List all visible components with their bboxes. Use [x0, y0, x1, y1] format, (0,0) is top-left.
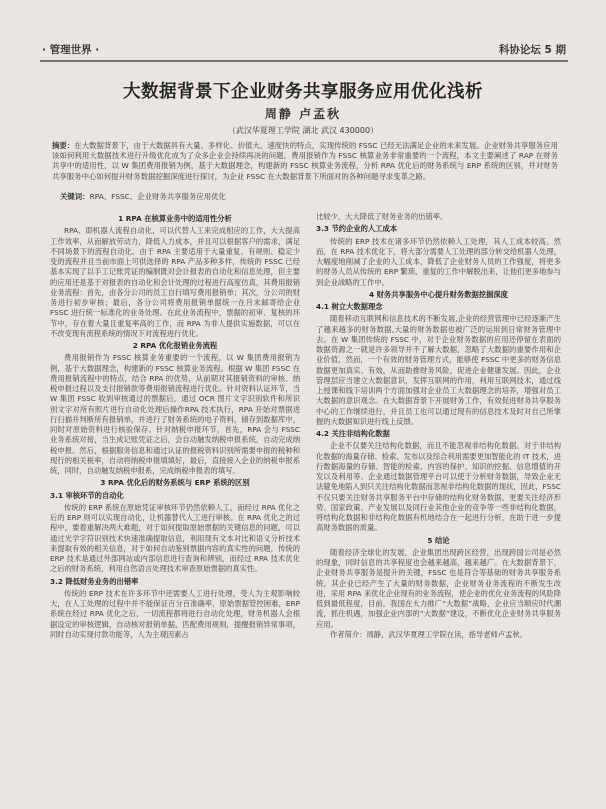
article-title: 大数据背景下企业财务共享服务应用优化浅析	[123, 82, 483, 102]
section-heading: 1 RPA 在核算业务中的适用性分析	[118, 214, 232, 223]
keywords	[60, 192, 558, 202]
paragraph: RPA、即机器人流程自动化，可以代替人工来完成相应的工作，大大提高工作效率，从而解放劳动力，降低人力成本，并且可以根据客户的需求，满足不同场景下的流程自动化。由于 RPA 主要适用于大量重复、有规则、稳定少变的流程并且当前市面上可供选择的 RPA 产品多种多样，传统的 FSSC 已经基本实现了以手工记账凭证的编制既对会计报表的自动化和信息处理，但主要的应用还是基于对报表的自动化和会计处理的过程进行高度仿真，其费用报销业务流程：首先，由各分公司的员工自行填写费用报销单；其次，分公司的财务进行初步审核；最后，各分公司将费用报销单据统一在月末邮寄给企业 FSSC 进行统一标准化的业务处理。在此业务流程中，票据的初审、复核的环节中，存在着大量且重复率高的工作，而 RPA 为非人提供实施数据，可以在不改变现有流程系统的情况下对流程进行优化。	[50, 226, 300, 338]
section-heading: 5 结论	[427, 535, 450, 545]
abstract-text: 在大数据背景下，由于大数据具有大量、多样化、价值大、速度快的特点，实现传统的 FSSC 已经无法满足企业的未来发展。企业财务共享服务应用该如何利用大数据技术进行升级优化成为了众多企业会持续再决的问题。费用报销作为 FSSC 核算业务非常重要的一个流程，本文主要阐述了 RAP 在财务共享中的适用性，以 W 集团费用报销为例，基于大数据理念，构建新的 FSSC 核算业务流程，分析 RPA 优化后的财务系统与 ERP 系统的区别，并对财务共享服务中心如何提升财务数据挖掘深度进行探讨，为企业 FSSC 在大数据背景下所面对的各种问题寻求变革之路。	[52, 141, 558, 181]
paragraph: 传统的 ERP 系统在原始凭证审核环节仍然依赖人工，而经过 RPA 优化之后的 ERP 则可以实现自动化，让机器替代人工进行审核。在 RPA 优化之的过程中，要着重解决两大难题，对于如何提取原始票据的关键信息的问题，可以通过光学字符识别技术快速准确提取信息，利用现有文本对比和语义分析技术来提取有效的相关信息，对于如何自动鉴别票据内容的真实性的问题，传统的 ERP 技术是通过外部网站或内部信息进行查询和辨别，而经过 RPA 技术优化之后的财务系统，利用自然语言处理技术审查原始票据的真实性。	[50, 502, 300, 574]
section-label: · 管理世界 ·	[42, 43, 100, 56]
subsection-heading: 4.1 树立大数据理念	[316, 302, 383, 311]
author-affiliation: （武汉华夏理工学院 湖北 武汉 430000）	[227, 126, 379, 135]
section-heading: 3 RPA 优化后的财务系统与 ERP 系统的区别	[100, 478, 250, 488]
keywords-text: RPA、FSSC、企业财务共享服务应用优化	[89, 192, 226, 201]
subsection-heading: 3.3 节约企业的人工成本	[316, 224, 398, 234]
abstract	[52, 141, 558, 182]
running-header	[42, 40, 566, 58]
right-column	[316, 212, 561, 772]
abstract-label: 摘要：	[52, 141, 75, 150]
paragraph: 传统的 ERP 技术在许多环节中还需要人工进行处理，受人为主观影响较大，在人工处理的过程中并不能保证百分百准确率，原始票据管控困难，ERP 系统在经过 RPA 优化之后，一切流程都将进行自动化处理，财务机器人会根据设定的审核逻辑，自动核对报销单据，匹配费用规则，提醒报销异常事项，同时自动实现付款功能等，人为主观因素占	[50, 588, 300, 639]
subsection-heading: 3.1 审核环节的自动化	[50, 490, 124, 500]
section-heading: 2 RPA 优化报销业务流程	[132, 341, 218, 350]
paragraph: 随着经济全球化的发展，企业集团出现跨区经营，出现跨国公司是必然的现象，同时信息的共享程度也会越来越高，越来越广。在大数据背景下，企业财务共享服务是提升的关键，FSSC 也是符合等基础的财务共享服务系统，其企业已经产生了大量的财务数据，企业财务业务流程的不断发生改进，采用 RPA 来优化企业现有的业务流程，使企业的优化业务流程的风险降低到最低程度，目前，我国在大力推广“大数据”战略，企业应当顺应时代潮流，抓住机遇，加强企业内部的“大数据”建设，不断优化企业财务共享服务应用。	[316, 547, 561, 629]
subsection-heading: 3.2 降低财务业务的出错率	[50, 576, 139, 586]
author-note: 作者简介：周静，武汉华夏理工学院在读，指导老师卢孟秋。	[330, 629, 528, 639]
section-heading: 4 财务共享服务中心提升财务数据挖掘深度	[369, 289, 508, 299]
subsection-heading: 4.2 关注非结构化数据	[316, 429, 390, 438]
paragraph: 传统的 ERP 技术在诸多环节仍然依赖人工处理，其人工成本较高。然而，在 RPA 技术优化下，将大部分需要人工处理的部分转交给机器人处理，大幅度地削减了企业的人工成本，降低了企业财务人员的工作强度，将更多的财务人员从传统的 ERP 繁琐、重复的工作中解脱出来，让他们更多地参与到企业战略的工作中。	[316, 236, 561, 287]
paragraph: 费用报销作为 FSSC 核算业务重要的一个流程，以 W 集团费用报销为例，基于大数据理念，构建新的 FSSC 核算业务流程。根据 W 集团 FSSC 在费用报销流程中的特点，结合 RPA 的优势，从前期对其报销资料的审核、纳税申报过程以及支付报销款等费用报销流程进行优化。针对资料认证环节，当 W 集团 FSSC 收到审核通过的票据后，通过 OCR 图片文字识别软件和所识别文字对所有照片进行自动化处理后操作RPA 技术执行，RPA 开始对票据进行扫描并判断所有报销单，并进行了财务系统的电子资料，储存到数据库中，同时对原始资料进行核验保存。针对纳税申报环节，首先，RPA 会与 FSSC 业务系统对接，当生成记账凭证之后，会自动触发纳税申报系统，自动完成纳税申报。然后，根据服务信息和通过认证的报税资料识别所需要申报的税种和现行的相关税率，自动将纳税申报填填好，最后，直接接入企业的纳税申报系统，同时，自动触发纳税申报系，完成纳税申报表的填写。	[50, 353, 300, 475]
article-authors: 周静 卢孟秋	[264, 107, 342, 121]
keywords-label: 关键词：	[60, 192, 90, 201]
left-column	[50, 212, 300, 797]
paragraph: 随着移动互联网和信息技术的不断发展,企业的经营管理中已经逐渐产生了越来越多的财务数据,大量的财务数据也被广泛的运用到日常财务管理中去。在 W 集团传统的 FSSC 中，对于企业财务数据的应用还停留在表面的数据资源之一就是许多领导并不了解大数据，忽略了大数据的重要作用和企业价值，然而，一个有效的财务管理方式，能够使 FSSC 中更多的财务信息数据更加真实、有效，从而助推财务风险，促进企业健康发展。因此，企业管理层应当建立大数据意识，发挥互联网的作用，利用互联网技术，通过线上授课和线下培训两个方面加强对企业员工大数据理念的培养，增强对员工大数据的意识观念。在大数据背景下开展财务工作，有效促进财务共享服务中心的工作继续进行，并且员工也可以通过现有的信息技术及时对自己所掌握的大数据知识进行线上反馈。	[316, 314, 561, 426]
paragraph: 企业不仅要关注结构化数据，而且不能忽视非结构化数据。对于非结构化数据的海量存储、检索、发布以及综合利用需要更加智能化的 IT 技术，进行数据海量的存储、智能的检索、内容的保护、知识的挖掘、信息增值的开发以及利用等。企业通过数据管理平台可以使于分析财务数据，导致企业无法避免地陷入到只关注结构化数据而忽视非结构化数据的现状，因此，FSSC 不仅只要关注财务共享服务平台中存储的结构化财务数据，更要关注经济形势、国家政策、产业发展以及同行业其他企业的竞争等一些非结构化数据，将结构化数据和非结构化数据有机地结合在一起进行分析，在助于进一步提高财务数据的质量。	[316, 441, 561, 533]
header-rule	[40, 60, 568, 62]
journal-issue: 科协论坛 5 期	[498, 43, 566, 56]
paragraph: 比较少，大大降低了财务业务的出错率。	[316, 212, 448, 221]
